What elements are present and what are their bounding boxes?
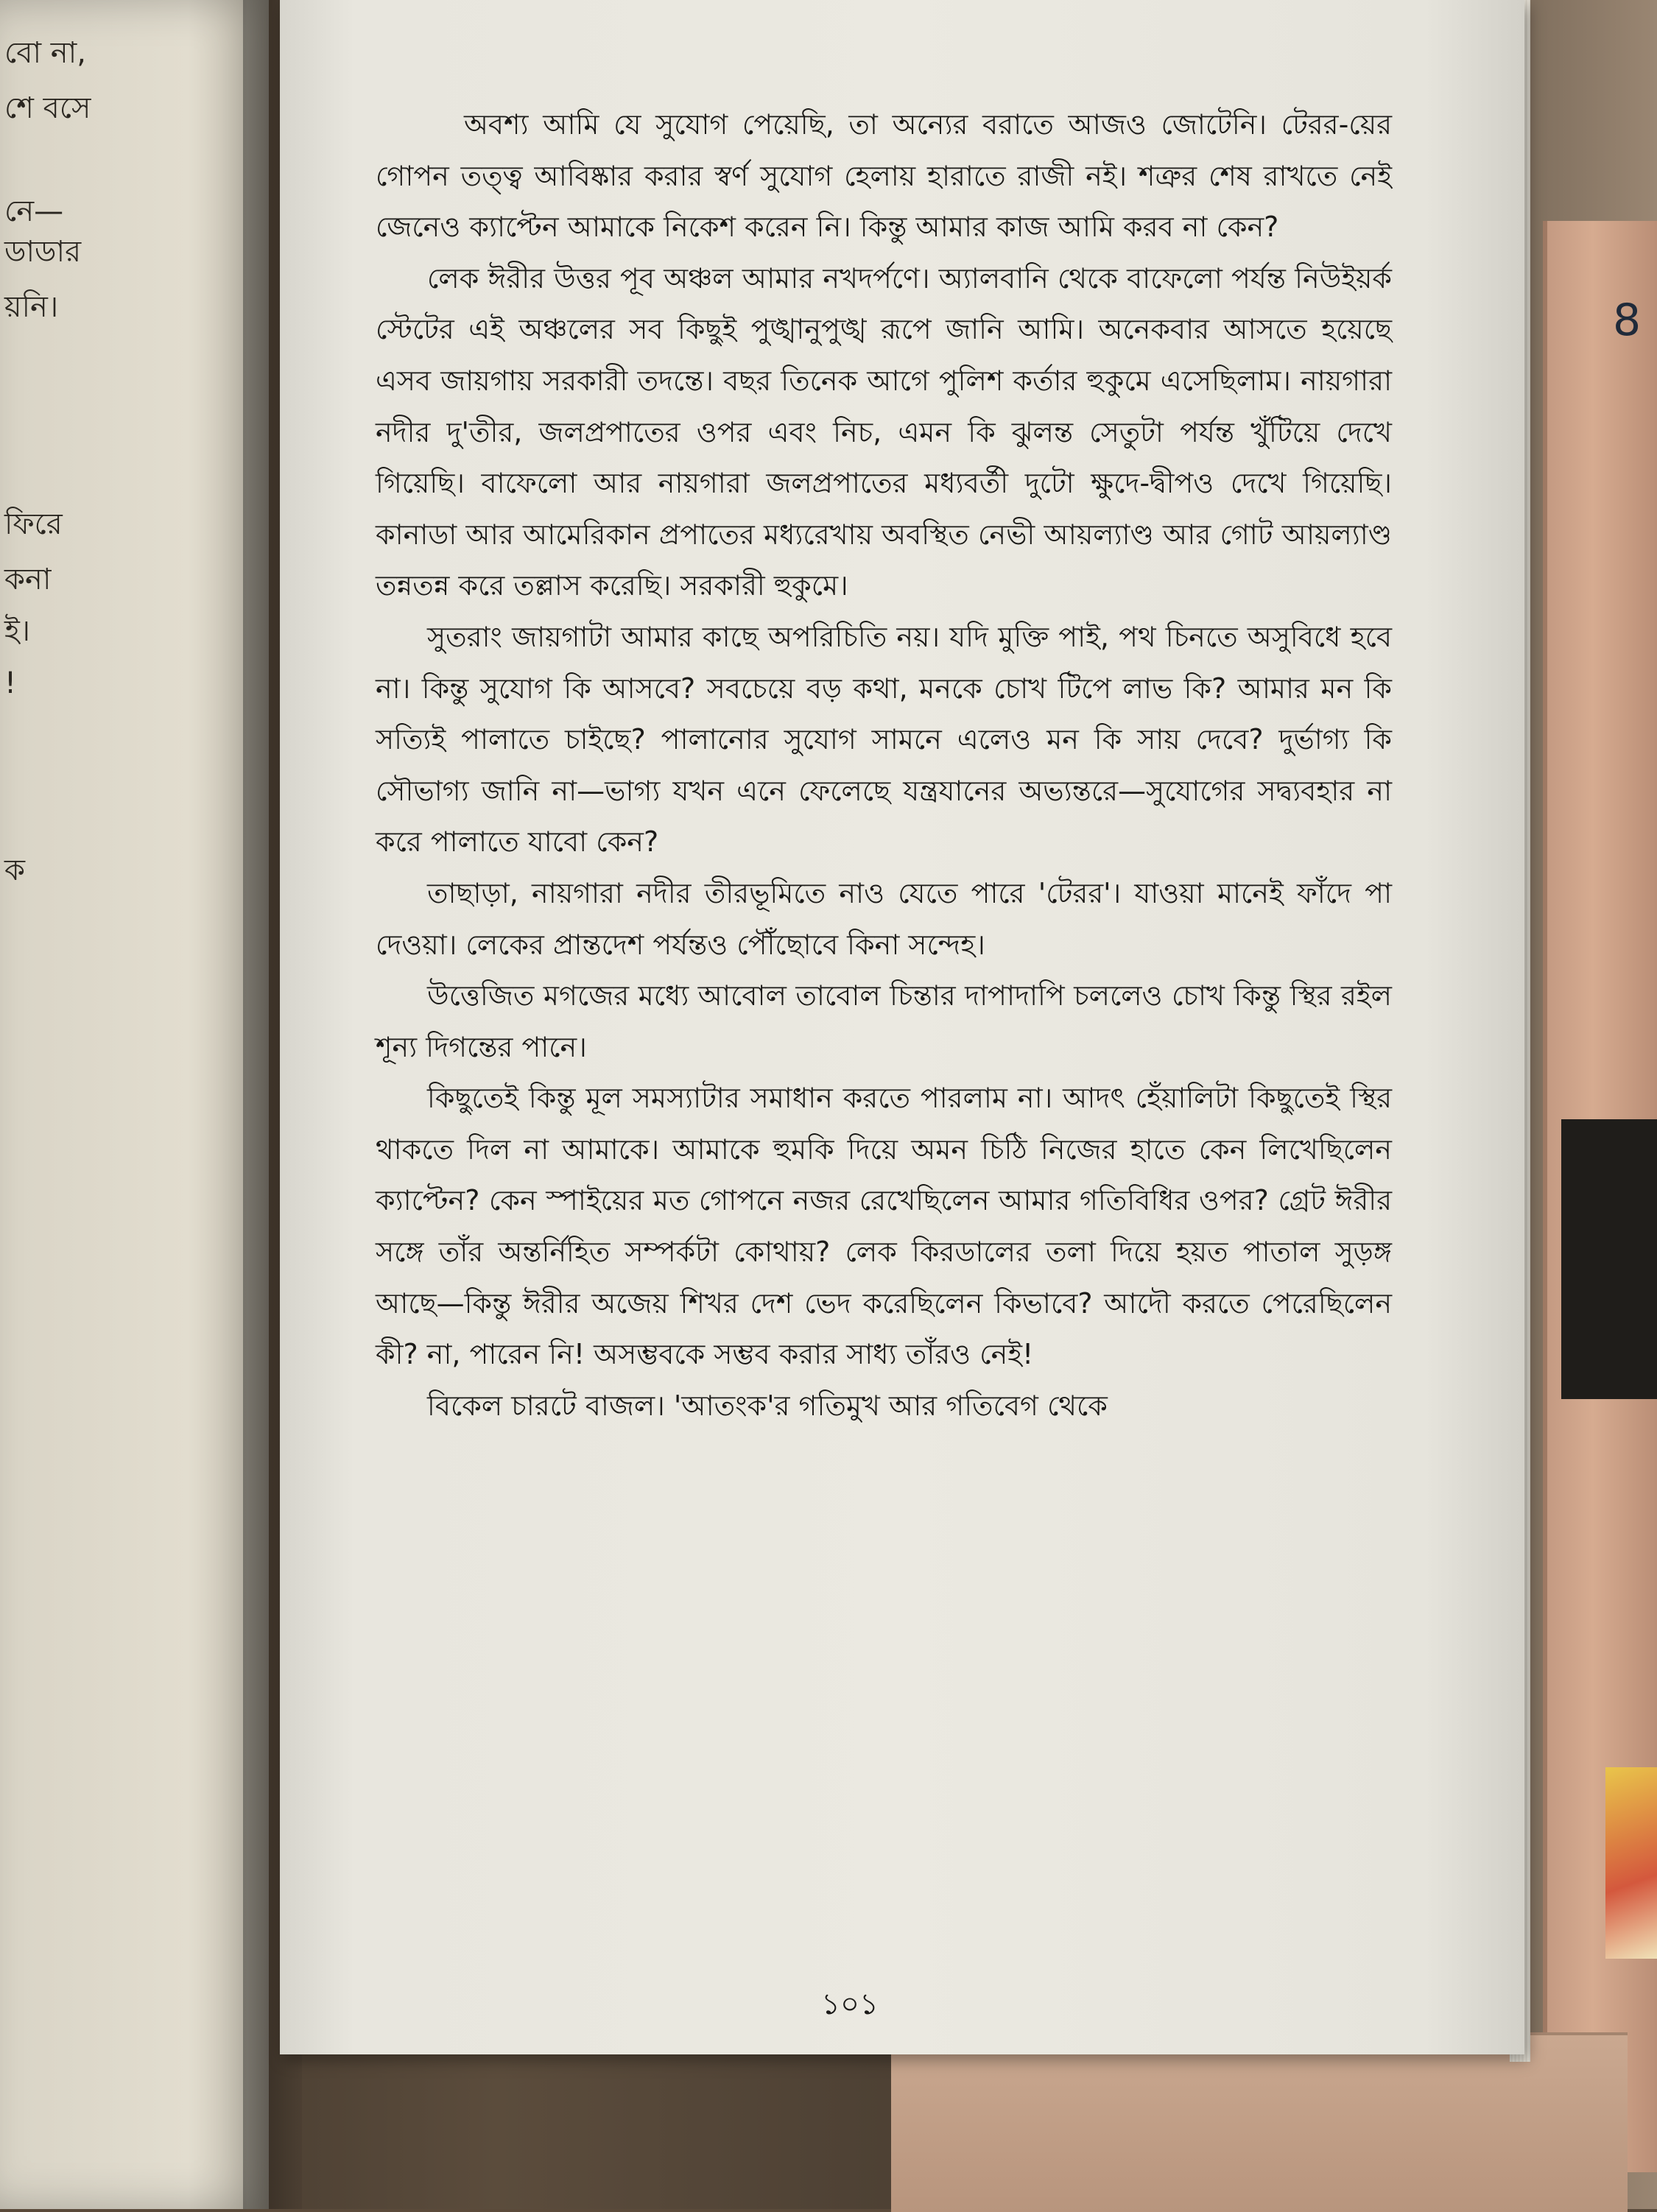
left-page-fragment: ডাডার <box>4 235 82 269</box>
paragraph: সুতরাং জায়গাটা আমার কাছে অপরিচিতি নয়। যদি মুক্তি পাই, পথ চিনতে অসুবিধে হবে না। কিন্তু সুযোগ কি আসবে? সবচেয়ে বড় কথা, মনকে চোখ টিপে লাভ কি? আমার মন কি সত্যিই পালাতে চাইছে? পালানোর সুযোগ সামনে এলেও মন কি সায় দেবে? দুর্ভাগ্য কি সৌভাগ্য জানি না—ভাগ্য যখন এনে ফেলেছে যন্ত্রযানের অভ্যন্তরে—সুযোগের সদ্ব্যবহার না করে পালাতে যাবো কেন? <box>376 620 1392 859</box>
left-page-fragment: বো না, <box>4 36 86 70</box>
paragraph: তাছাড়া, নায়গারা নদীর তীরভূমিতে নাও যেতে পারে 'টেরর'। যাওয়া মানেই ফাঁদে পা দেওয়া। লেকের প্রান্তদেশ পর্যন্তও পৌঁছোবে কিনা সন্দেহ। <box>376 876 1392 961</box>
adjacent-book-artwork <box>1605 1767 1657 1959</box>
page-body-text <box>376 99 1392 1431</box>
left-page-fragment: ই। <box>4 614 31 648</box>
left-page-fragment: শে বসে <box>4 91 91 125</box>
left-page-fragment: কনা <box>4 563 52 596</box>
adjacent-book-dark-panel <box>1561 1119 1657 1399</box>
left-page <box>0 0 269 2209</box>
left-page-fragment: ফিরে <box>4 507 63 541</box>
left-page-fragment: য়নি। <box>4 290 59 324</box>
paragraph: উত্তেজিত মগজের মধ্যে আবোল তাবোল চিন্তার দাপাদাপি চললেও চোখ কিন্তু স্থির রইল শূন্য দিগন্তের পানে। <box>376 979 1392 1063</box>
paragraph: বিকেল চারটে বাজল। 'আতংক'র গতিমুখ আর গতিবেগ থেকে <box>427 1389 1108 1422</box>
page-number: ১০১ <box>821 1987 879 2021</box>
paragraph: কিছুতেই কিন্তু মূল সমস্যাটার সমাধান করতে পারলাম না। আদৎ হেঁয়ালিটা কিছুতেই স্থির থাকতে দিল না আমাকে। আমাকে হুমকি দিয়ে অমন চিঠি নিজের হাতে কেন লিখেছিলেন ক্যাপ্টেন? কেন স্পাইয়ের মত গোপনে নজর রেখেছিলেন আমার গতিবিধির ওপর? গ্রেট ঈরীর সঙ্গে তাঁর অন্তর্নিহিত সম্পর্কটা কোথায়? লেক কিরডালের তলা দিয়ে হয়ত পাতাল সুড়ঙ্গ আছে—কিন্তু ঈরীর অজেয় শিখর দেশ ভেদ করেছিলেন কিভাবে? আদৌ করতে পেরেছিলেন কী? না, পারেন নি! অসম্ভবকে সম্ভব করার সাধ্য তাঁরও নেই! <box>376 1082 1392 1371</box>
paragraph: অবশ্য আমি যে সুযোগ পেয়েছি, তা অন্যের বরাতে আজও জোটেনি। টেরর-য়ের গোপন তত্ত্ব আবিষ্কার করার স্বর্ণ সুযোগ হেলায় হারাতে রাজী নই। শত্রুর শেষ রাখতে নেই জেনেও ক্যাপ্টেন আমাকে নিকেশ করেন নি। কিন্তু আমার কাজ আমি করব না কেন? <box>376 108 1392 244</box>
left-page-fragment: ক <box>4 853 25 887</box>
adjacent-book-spine-letter: 8 <box>1613 295 1642 346</box>
paragraph: লেক ঈরীর উত্তর পূব অঞ্চল আমার নখদর্পণে। অ্যালবানি থেকে বাফেলো পর্যন্ত নিউইয়র্ক স্টেটের এই অঞ্চলের সব কিছুই পুঙ্খানুপুঙ্খ রূপে জানি আমি। অনেকবার আসতে হয়েছে এসব জায়গায় সরকারী তদন্তে। বছর তিনেক আগে পুলিশ কর্তার হুকুমে এসেছিলাম। নায়গারা নদীর দু'তীর, জলপ্রপাতের ওপর এবং নিচ, এমন কি ঝুলন্ত সেতুটা পর্যন্ত খুঁটিয়ে দেখে গিয়েছি। বাফেলো আর নায়গারা জলপ্রপাতের মধ্যবর্তী দুটো ক্ষুদে-দ্বীপও দেখে গিয়েছি। কানাডা আর আমেরিকান প্রপাতের মধ্যরেখায় অবস্থিত নেভী আয়ল্যাণ্ড আর গোট আয়ল্যাণ্ড তন্নতন্ন করে তল্লাস করেছি। সরকারী হুকুমে। <box>376 261 1392 602</box>
left-page-fragment: নে— <box>4 194 64 228</box>
left-page-fragment: ! <box>4 666 17 700</box>
